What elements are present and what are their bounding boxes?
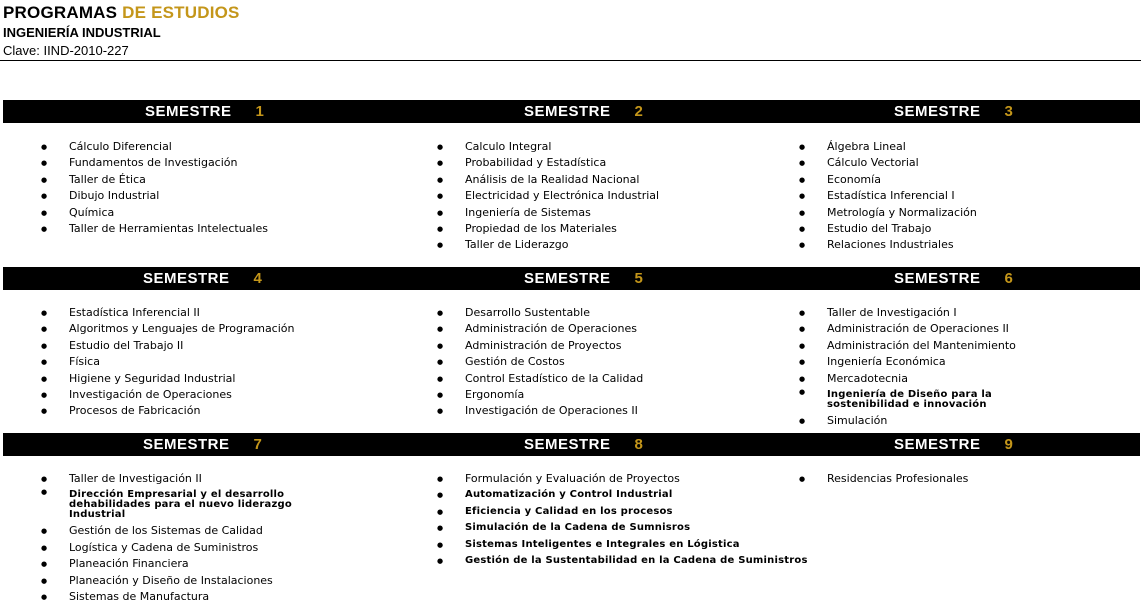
course-item: ● Taller de Investigación I: [799, 305, 1047, 321]
course-item: ● Higiene y Seguridad Industrial: [41, 371, 295, 387]
semester-7-course-list: [41, 471, 339, 605]
semester-number: 7: [253, 436, 263, 453]
course-item: ● Simulación de la Cadena de Sumnisros: [437, 520, 808, 536]
semester-band-row-2: [3, 267, 1140, 290]
course-item: ● Planeación y Diseño de Instalaciones: [41, 573, 339, 589]
course-item: ● Calculo Integral: [437, 139, 659, 155]
course-item: ● Investigación de Operaciones: [41, 387, 295, 403]
semester-2-course-list: [437, 139, 659, 254]
course-item: ● Sistemas Inteligentes e Integrales en Lógistica: [437, 537, 808, 553]
course-item: ● Estudio del Trabajo: [799, 221, 977, 237]
course-item: ● Taller de Investigación II: [41, 471, 339, 487]
course-item: ● Ergonomía: [437, 387, 643, 403]
course-item: ● Taller de Ética: [41, 172, 268, 188]
course-item: ● Administración de Operaciones II: [799, 321, 1047, 337]
course-item: ● Procesos de Fabricación: [41, 403, 295, 419]
title-part-1: PROGRAMAS: [3, 3, 118, 22]
semester-1-course-list: [41, 139, 268, 237]
semester-word: SEMESTRE: [894, 436, 981, 453]
course-item: ● Economía: [799, 172, 977, 188]
header-divider: [0, 60, 1141, 61]
course-item: ● Formulación y Evaluación de Proyectos: [437, 471, 808, 487]
title-part-2: DE ESTUDIOS: [122, 3, 240, 22]
course-item: ● Cálculo Diferencial: [41, 139, 268, 155]
semester-word: SEMESTRE: [524, 436, 611, 453]
course-item: ● Álgebra Lineal: [799, 139, 977, 155]
course-item: ● Gestión de la Sustentabilidad en la Cadena de Suministros: [437, 553, 808, 569]
semester-word: SEMESTRE: [143, 270, 230, 287]
semester-word: SEMESTRE: [894, 270, 981, 287]
course-item: ● Fundamentos de Investigación: [41, 155, 268, 171]
career-code: Clave: IIND-2010-227: [3, 43, 129, 58]
semester-5-heading: [524, 270, 643, 287]
course-item: ● Física: [41, 354, 295, 370]
course-item: ● Control Estadístico de la Calidad: [437, 371, 643, 387]
semester-4-course-list: [41, 305, 295, 420]
semester-9-course-list: [799, 471, 968, 487]
course-item: ● Química: [41, 205, 268, 221]
course-item: ● Electricidad y Electrónica Industrial: [437, 188, 659, 204]
semester-word: SEMESTRE: [143, 436, 230, 453]
course-item: ● Dibujo Industrial: [41, 188, 268, 204]
semester-4-heading: [143, 270, 262, 287]
course-item: ● Planeación Financiera: [41, 556, 339, 572]
course-item: ● Residencias Profesionales: [799, 471, 968, 487]
page-title: [3, 3, 240, 23]
semester-8-heading: [524, 436, 643, 453]
course-item: ● Probabilidad y Estadística: [437, 155, 659, 171]
semester-9-heading: [894, 436, 1013, 453]
semester-word: SEMESTRE: [894, 103, 981, 120]
semester-6-heading: [894, 270, 1013, 287]
course-item: ● Investigación de Operaciones II: [437, 403, 643, 419]
semester-number: 9: [1004, 436, 1014, 453]
course-item: ● Estadística Inferencial II: [41, 305, 295, 321]
semester-band-row-3: [3, 433, 1140, 456]
course-item: ● Taller de Herramientas Intelectuales: [41, 221, 268, 237]
course-item: ● Relaciones Industriales: [799, 237, 977, 253]
semester-number: 4: [253, 270, 263, 287]
course-item: ● Ingeniería de Sistemas: [437, 205, 659, 221]
career-name: INGENIERÍA INDUSTRIAL: [3, 25, 161, 40]
course-item: ● Dirección Empresarial y el desarrollo dehabilidades para el nuevo liderazgo Industrial: [41, 487, 339, 523]
course-item: ● Análisis de la Realidad Nacional: [437, 172, 659, 188]
course-item: ● Metrología y Normalización: [799, 205, 977, 221]
course-item: ● Taller de Liderazgo: [437, 237, 659, 253]
semester-2-heading: [524, 103, 643, 120]
course-item: ● Administración de Proyectos: [437, 338, 643, 354]
course-item: ● Sistemas de Manufactura: [41, 589, 339, 605]
course-item: ● Simulación: [799, 413, 1047, 429]
course-item: ● Propiedad de los Materiales: [437, 221, 659, 237]
semester-6-course-list: [799, 305, 1047, 429]
course-item: ● Estadística Inferencial I: [799, 188, 977, 204]
semester-number: 6: [1004, 270, 1014, 287]
semester-5-course-list: [437, 305, 643, 420]
course-item: ● Mercadotecnia: [799, 371, 1047, 387]
semester-number: 1: [255, 103, 265, 120]
semester-3-course-list: [799, 139, 977, 254]
course-item: ● Administración del Mantenimiento: [799, 338, 1047, 354]
course-item: ● Ingeniería de Diseño para la sostenibilidad e innovación: [799, 387, 1047, 413]
semester-word: SEMESTRE: [145, 103, 232, 120]
semester-band-row-1: [3, 100, 1140, 123]
course-item: ● Gestión de los Sistemas de Calidad: [41, 523, 339, 539]
course-item: ● Gestión de Costos: [437, 354, 643, 370]
course-item: ● Automatización y Control Industrial: [437, 487, 808, 503]
semester-word: SEMESTRE: [524, 103, 611, 120]
course-item: ● Estudio del Trabajo II: [41, 338, 295, 354]
semester-word: SEMESTRE: [524, 270, 611, 287]
course-item: ● Logística y Cadena de Suministros: [41, 540, 339, 556]
course-item: ● Eficiencia y Calidad en los procesos: [437, 504, 808, 520]
semester-7-heading: [143, 436, 262, 453]
course-item: ● Desarrollo Sustentable: [437, 305, 643, 321]
course-item: ● Administración de Operaciones: [437, 321, 643, 337]
semester-number: 8: [634, 436, 644, 453]
semester-8-course-list: [437, 471, 808, 569]
semester-number: 3: [1004, 103, 1014, 120]
semester-3-heading: [894, 103, 1013, 120]
semester-1-heading: [145, 103, 264, 120]
semester-number: 5: [634, 270, 644, 287]
course-item: ● Cálculo Vectorial: [799, 155, 977, 171]
semester-number: 2: [634, 103, 644, 120]
course-item: ● Ingeniería Económica: [799, 354, 1047, 370]
course-item: ● Algoritmos y Lenguajes de Programación: [41, 321, 295, 337]
